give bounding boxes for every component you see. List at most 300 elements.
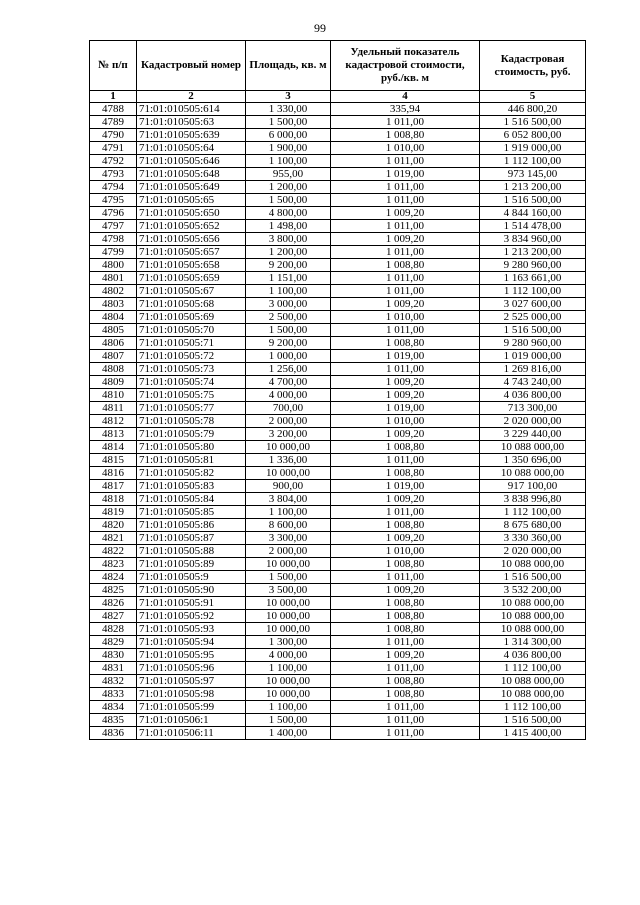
cadastral-number: 71:01:010505:91 — [137, 597, 246, 610]
cadastral-cost-value: 6 052 800,00 — [480, 129, 586, 142]
area-value: 10 000,00 — [246, 688, 331, 701]
row-number: 4825 — [90, 584, 137, 597]
table-row — [90, 142, 586, 155]
unit-rate-value: 1 008,80 — [331, 441, 480, 454]
row-number: 4794 — [90, 181, 137, 194]
cadastral-number: 71:01:010505:639 — [137, 129, 246, 142]
cadastral-number: 71:01:010505:67 — [137, 285, 246, 298]
column-number: 5 — [480, 91, 586, 103]
row-number: 4791 — [90, 142, 137, 155]
area-value: 1 500,00 — [246, 116, 331, 129]
row-number: 4833 — [90, 688, 137, 701]
table-row — [90, 701, 586, 714]
cadastral-number: 71:01:010505:90 — [137, 584, 246, 597]
unit-rate-value: 1 011,00 — [331, 246, 480, 259]
unit-rate-value: 1 010,00 — [331, 415, 480, 428]
cadastral-number: 71:01:010505:82 — [137, 467, 246, 480]
area-value: 6 000,00 — [246, 129, 331, 142]
table-body — [90, 103, 586, 740]
table-row — [90, 207, 586, 220]
table-row — [90, 714, 586, 727]
cadastral-cost-value: 3 838 996,80 — [480, 493, 586, 506]
row-number: 4805 — [90, 324, 137, 337]
table-row — [90, 415, 586, 428]
cadastral-number: 71:01:010505:81 — [137, 454, 246, 467]
cadastral-cost-value: 1 269 816,00 — [480, 363, 586, 376]
cadastral-number: 71:01:010505:88 — [137, 545, 246, 558]
table-row — [90, 246, 586, 259]
row-number: 4818 — [90, 493, 137, 506]
unit-rate-value: 1 011,00 — [331, 454, 480, 467]
cadastral-number: 71:01:010506:1 — [137, 714, 246, 727]
cadastral-number: 71:01:010505:99 — [137, 701, 246, 714]
cadastral-number: 71:01:010505:97 — [137, 675, 246, 688]
row-number: 4820 — [90, 519, 137, 532]
cadastral-cost-value: 3 834 960,00 — [480, 233, 586, 246]
area-value: 955,00 — [246, 168, 331, 181]
cadastral-cost-value: 1 350 696,00 — [480, 454, 586, 467]
row-number: 4817 — [90, 480, 137, 493]
table-row — [90, 636, 586, 649]
unit-rate-value: 1 019,00 — [331, 168, 480, 181]
unit-rate-value: 1 009,20 — [331, 233, 480, 246]
table-row — [90, 675, 586, 688]
row-number: 4796 — [90, 207, 137, 220]
row-number: 4792 — [90, 155, 137, 168]
cadastral-cost-value: 1 516 500,00 — [480, 714, 586, 727]
row-number: 4807 — [90, 350, 137, 363]
cadastral-number: 71:01:010505:656 — [137, 233, 246, 246]
cadastral-number: 71:01:010505:96 — [137, 662, 246, 675]
row-number: 4816 — [90, 467, 137, 480]
area-value: 900,00 — [246, 480, 331, 493]
unit-rate-value: 1 009,20 — [331, 584, 480, 597]
table-row — [90, 337, 586, 350]
unit-rate-value: 1 008,80 — [331, 597, 480, 610]
area-value: 1 300,00 — [246, 636, 331, 649]
cadastral-cost-value: 10 088 000,00 — [480, 688, 586, 701]
cadastral-number: 71:01:010505:75 — [137, 389, 246, 402]
unit-rate-value: 1 011,00 — [331, 194, 480, 207]
cadastral-cost-value: 1 112 100,00 — [480, 701, 586, 714]
area-value: 10 000,00 — [246, 597, 331, 610]
area-value: 2 500,00 — [246, 311, 331, 324]
unit-rate-value: 1 009,20 — [331, 207, 480, 220]
table-row — [90, 285, 586, 298]
cadastral-number: 71:01:010505:94 — [137, 636, 246, 649]
table-row — [90, 727, 586, 740]
table-row — [90, 428, 586, 441]
cadastral-number: 71:01:010505:646 — [137, 155, 246, 168]
table-header-row — [90, 41, 586, 91]
row-number: 4836 — [90, 727, 137, 740]
row-number: 4799 — [90, 246, 137, 259]
row-number: 4811 — [90, 402, 137, 415]
cadastral-number: 71:01:010505:68 — [137, 298, 246, 311]
area-value: 9 200,00 — [246, 259, 331, 272]
table-row — [90, 376, 586, 389]
row-number: 4831 — [90, 662, 137, 675]
area-value: 1 100,00 — [246, 155, 331, 168]
row-number: 4790 — [90, 129, 137, 142]
table-row — [90, 233, 586, 246]
cadastral-number: 71:01:010505:92 — [137, 610, 246, 623]
row-number: 4801 — [90, 272, 137, 285]
table-row — [90, 181, 586, 194]
cadastral-cost-value: 2 020 000,00 — [480, 415, 586, 428]
cadastral-number: 71:01:010505:659 — [137, 272, 246, 285]
cadastral-number: 71:01:010505:72 — [137, 350, 246, 363]
table-row — [90, 129, 586, 142]
table-row — [90, 259, 586, 272]
table-row — [90, 324, 586, 337]
area-value: 1 400,00 — [246, 727, 331, 740]
column-number: 1 — [90, 91, 137, 103]
cadastral-cost-value: 1 516 500,00 — [480, 324, 586, 337]
area-value: 4 000,00 — [246, 649, 331, 662]
cadastral-number: 71:01:010505:71 — [137, 337, 246, 350]
cadastral-table — [89, 40, 586, 740]
unit-rate-value: 1 009,20 — [331, 298, 480, 311]
unit-rate-value: 1 010,00 — [331, 311, 480, 324]
unit-rate-value: 1 010,00 — [331, 545, 480, 558]
area-value: 3 500,00 — [246, 584, 331, 597]
cadastral-cost-value: 3 330 360,00 — [480, 532, 586, 545]
column-number-row — [90, 91, 586, 103]
cadastral-number: 71:01:010505:85 — [137, 506, 246, 519]
unit-rate-value: 1 019,00 — [331, 480, 480, 493]
cadastral-cost-value: 3 229 440,00 — [480, 428, 586, 441]
unit-rate-value: 1 011,00 — [331, 155, 480, 168]
table-row — [90, 454, 586, 467]
unit-rate-value: 1 009,20 — [331, 428, 480, 441]
cadastral-cost-value: 1 516 500,00 — [480, 571, 586, 584]
cadastral-cost-value: 1 112 100,00 — [480, 155, 586, 168]
table-row — [90, 571, 586, 584]
table-row — [90, 493, 586, 506]
cadastral-cost-value: 1 019 000,00 — [480, 350, 586, 363]
unit-rate-value: 1 008,80 — [331, 259, 480, 272]
unit-rate-value: 1 011,00 — [331, 285, 480, 298]
cadastral-cost-value: 1 213 200,00 — [480, 181, 586, 194]
area-value: 1 200,00 — [246, 181, 331, 194]
area-value: 1 100,00 — [246, 701, 331, 714]
row-number: 4808 — [90, 363, 137, 376]
unit-rate-value: 1 011,00 — [331, 220, 480, 233]
unit-rate-value: 1 011,00 — [331, 636, 480, 649]
unit-rate-value: 1 011,00 — [331, 662, 480, 675]
unit-rate-value: 1 011,00 — [331, 506, 480, 519]
cadastral-cost-value: 9 280 960,00 — [480, 337, 586, 350]
area-value: 1 900,00 — [246, 142, 331, 155]
unit-rate-value: 1 010,00 — [331, 142, 480, 155]
area-value: 8 600,00 — [246, 519, 331, 532]
area-value: 10 000,00 — [246, 623, 331, 636]
unit-rate-value: 1 008,80 — [331, 610, 480, 623]
cadastral-number: 71:01:010505:93 — [137, 623, 246, 636]
area-value: 3 804,00 — [246, 493, 331, 506]
cadastral-number: 71:01:010505:650 — [137, 207, 246, 220]
area-value: 1 330,00 — [246, 103, 331, 116]
area-value: 3 800,00 — [246, 233, 331, 246]
area-value: 4 800,00 — [246, 207, 331, 220]
row-number: 4828 — [90, 623, 137, 636]
table-row — [90, 519, 586, 532]
area-value: 1 100,00 — [246, 506, 331, 519]
unit-rate-value: 1 008,80 — [331, 467, 480, 480]
cadastral-cost-value: 1 112 100,00 — [480, 662, 586, 675]
cadastral-number: 71:01:010505:648 — [137, 168, 246, 181]
area-value: 3 200,00 — [246, 428, 331, 441]
unit-rate-value: 1 008,80 — [331, 337, 480, 350]
cadastral-number: 71:01:010505:74 — [137, 376, 246, 389]
cadastral-number: 71:01:010505:70 — [137, 324, 246, 337]
table-row — [90, 194, 586, 207]
row-number: 4798 — [90, 233, 137, 246]
cadastral-cost-value: 4 844 160,00 — [480, 207, 586, 220]
unit-rate-value: 1 011,00 — [331, 181, 480, 194]
table-row — [90, 116, 586, 129]
table-row — [90, 155, 586, 168]
unit-rate-value: 1 011,00 — [331, 701, 480, 714]
cadastral-number: 71:01:010505:64 — [137, 142, 246, 155]
cadastral-cost-value: 973 145,00 — [480, 168, 586, 181]
table-row — [90, 545, 586, 558]
row-number: 4835 — [90, 714, 137, 727]
table-row — [90, 610, 586, 623]
cadastral-number: 71:01:010505:658 — [137, 259, 246, 272]
cadastral-number: 71:01:010505:89 — [137, 558, 246, 571]
column-number: 3 — [246, 91, 331, 103]
unit-rate-value: 1 008,80 — [331, 623, 480, 636]
cadastral-number: 71:01:010506:11 — [137, 727, 246, 740]
row-number: 4802 — [90, 285, 137, 298]
table-row — [90, 584, 586, 597]
table-row — [90, 168, 586, 181]
unit-rate-value: 1 019,00 — [331, 402, 480, 415]
cadastral-cost-value: 10 088 000,00 — [480, 467, 586, 480]
page-number: 99 — [314, 21, 326, 35]
row-number: 4815 — [90, 454, 137, 467]
cadastral-number: 71:01:010505:614 — [137, 103, 246, 116]
row-number: 4827 — [90, 610, 137, 623]
unit-rate-value: 1 008,80 — [331, 688, 480, 701]
row-number: 4821 — [90, 532, 137, 545]
unit-rate-value: 1 011,00 — [331, 272, 480, 285]
table-row — [90, 298, 586, 311]
table-row — [90, 649, 586, 662]
area-value: 1 100,00 — [246, 285, 331, 298]
cadastral-number: 71:01:010505:77 — [137, 402, 246, 415]
cadastral-cost-value: 10 088 000,00 — [480, 675, 586, 688]
row-number: 4824 — [90, 571, 137, 584]
cadastral-cost-value: 9 280 960,00 — [480, 259, 586, 272]
cadastral-cost-value: 917 100,00 — [480, 480, 586, 493]
cadastral-cost-value: 2 020 000,00 — [480, 545, 586, 558]
row-number: 4813 — [90, 428, 137, 441]
row-number: 4789 — [90, 116, 137, 129]
unit-rate-value: 1 011,00 — [331, 571, 480, 584]
area-value: 3 300,00 — [246, 532, 331, 545]
cadastral-number: 71:01:010505:73 — [137, 363, 246, 376]
table-row — [90, 441, 586, 454]
row-number: 4814 — [90, 441, 137, 454]
row-number: 4823 — [90, 558, 137, 571]
cadastral-number: 71:01:010505:86 — [137, 519, 246, 532]
table-row — [90, 311, 586, 324]
row-number: 4830 — [90, 649, 137, 662]
row-number: 4800 — [90, 259, 137, 272]
area-value: 1 100,00 — [246, 662, 331, 675]
cadastral-cost-value: 1 516 500,00 — [480, 116, 586, 129]
cadastral-cost-value: 1 314 300,00 — [480, 636, 586, 649]
area-value: 1 200,00 — [246, 246, 331, 259]
area-value: 3 000,00 — [246, 298, 331, 311]
cadastral-cost-value: 1 163 661,00 — [480, 272, 586, 285]
unit-rate-value: 1 009,20 — [331, 376, 480, 389]
unit-rate-value: 1 008,80 — [331, 519, 480, 532]
table-row — [90, 467, 586, 480]
table-row — [90, 350, 586, 363]
table-row — [90, 480, 586, 493]
unit-rate-value: 1 011,00 — [331, 727, 480, 740]
cadastral-number: 71:01:010505:80 — [137, 441, 246, 454]
cadastral-number: 71:01:010505:657 — [137, 246, 246, 259]
cadastral-cost-value: 10 088 000,00 — [480, 610, 586, 623]
unit-rate-value: 1 011,00 — [331, 714, 480, 727]
cadastral-number: 71:01:010505:649 — [137, 181, 246, 194]
cadastral-cost-value: 1 213 200,00 — [480, 246, 586, 259]
cadastral-cost-value: 1 516 500,00 — [480, 194, 586, 207]
unit-rate-value: 1 009,20 — [331, 532, 480, 545]
area-value: 1 500,00 — [246, 194, 331, 207]
area-value: 1 256,00 — [246, 363, 331, 376]
cadastral-number: 71:01:010505:84 — [137, 493, 246, 506]
unit-rate-value: 1 009,20 — [331, 649, 480, 662]
cadastral-cost-value: 1 112 100,00 — [480, 285, 586, 298]
row-number: 4788 — [90, 103, 137, 116]
area-value: 1 151,00 — [246, 272, 331, 285]
cadastral-cost-value: 2 525 000,00 — [480, 311, 586, 324]
row-number: 4822 — [90, 545, 137, 558]
table-row — [90, 506, 586, 519]
area-value: 2 000,00 — [246, 545, 331, 558]
cadastral-cost-value: 10 088 000,00 — [480, 623, 586, 636]
table-row — [90, 363, 586, 376]
header-num: № п/п — [90, 41, 137, 91]
row-number: 4810 — [90, 389, 137, 402]
table-row — [90, 597, 586, 610]
cadastral-number: 71:01:010505:69 — [137, 311, 246, 324]
row-number: 4806 — [90, 337, 137, 350]
unit-rate-value: 1 008,80 — [331, 558, 480, 571]
cadastral-cost-value: 4 036 800,00 — [480, 389, 586, 402]
unit-rate-value: 335,94 — [331, 103, 480, 116]
area-value: 9 200,00 — [246, 337, 331, 350]
area-value: 1 500,00 — [246, 571, 331, 584]
row-number: 4795 — [90, 194, 137, 207]
cadastral-cost-value: 446 800,20 — [480, 103, 586, 116]
cadastral-number: 71:01:010505:83 — [137, 480, 246, 493]
area-value: 1 500,00 — [246, 324, 331, 337]
cadastral-cost-value: 10 088 000,00 — [480, 597, 586, 610]
column-number: 4 — [331, 91, 480, 103]
cadastral-cost-value: 1 919 000,00 — [480, 142, 586, 155]
table-row — [90, 103, 586, 116]
area-value: 10 000,00 — [246, 610, 331, 623]
cadastral-number: 71:01:010505:63 — [137, 116, 246, 129]
table-row — [90, 220, 586, 233]
row-number: 4803 — [90, 298, 137, 311]
area-value: 10 000,00 — [246, 441, 331, 454]
row-number: 4834 — [90, 701, 137, 714]
area-value: 1 498,00 — [246, 220, 331, 233]
unit-rate-value: 1 019,00 — [331, 350, 480, 363]
header-cadastral-cost: Кадастровая стоимость, руб. — [480, 41, 586, 91]
unit-rate-value: 1 008,80 — [331, 675, 480, 688]
table-row — [90, 389, 586, 402]
cadastral-number: 71:01:010505:65 — [137, 194, 246, 207]
cadastral-cost-value: 10 088 000,00 — [480, 558, 586, 571]
cadastral-cost-value: 713 300,00 — [480, 402, 586, 415]
header-area: Площадь, кв. м — [246, 41, 331, 91]
row-number: 4829 — [90, 636, 137, 649]
row-number: 4832 — [90, 675, 137, 688]
cadastral-number: 71:01:010505:9 — [137, 571, 246, 584]
unit-rate-value: 1 011,00 — [331, 324, 480, 337]
cadastral-number: 71:01:010505:87 — [137, 532, 246, 545]
header-cadastral-number: Кадастровый номер — [137, 41, 246, 91]
area-value: 10 000,00 — [246, 467, 331, 480]
area-value: 1 336,00 — [246, 454, 331, 467]
cadastral-cost-value: 10 088 000,00 — [480, 441, 586, 454]
row-number: 4819 — [90, 506, 137, 519]
unit-rate-value: 1 011,00 — [331, 363, 480, 376]
cadastral-cost-value: 8 675 680,00 — [480, 519, 586, 532]
cadastral-number: 71:01:010505:652 — [137, 220, 246, 233]
area-value: 1 500,00 — [246, 714, 331, 727]
table-row — [90, 623, 586, 636]
unit-rate-value: 1 008,80 — [331, 129, 480, 142]
cadastral-cost-value: 4 036 800,00 — [480, 649, 586, 662]
cadastral-cost-value: 3 532 200,00 — [480, 584, 586, 597]
table-row — [90, 272, 586, 285]
unit-rate-value: 1 009,20 — [331, 493, 480, 506]
cadastral-cost-value: 3 027 600,00 — [480, 298, 586, 311]
area-value: 10 000,00 — [246, 675, 331, 688]
column-number: 2 — [137, 91, 246, 103]
table-row — [90, 402, 586, 415]
cadastral-number: 71:01:010505:95 — [137, 649, 246, 662]
unit-rate-value: 1 009,20 — [331, 389, 480, 402]
area-value: 2 000,00 — [246, 415, 331, 428]
area-value: 4 000,00 — [246, 389, 331, 402]
table-row — [90, 662, 586, 675]
area-value: 4 700,00 — [246, 376, 331, 389]
area-value: 10 000,00 — [246, 558, 331, 571]
cadastral-cost-value: 4 743 240,00 — [480, 376, 586, 389]
table-row — [90, 688, 586, 701]
row-number: 4826 — [90, 597, 137, 610]
row-number: 4793 — [90, 168, 137, 181]
table-row — [90, 532, 586, 545]
cadastral-cost-value: 1 112 100,00 — [480, 506, 586, 519]
row-number: 4812 — [90, 415, 137, 428]
row-number: 4804 — [90, 311, 137, 324]
cadastral-number: 71:01:010505:98 — [137, 688, 246, 701]
table-row — [90, 558, 586, 571]
header-unit-rate: Удельный показатель кадастровой стоимости, руб./кв. м — [331, 41, 480, 91]
